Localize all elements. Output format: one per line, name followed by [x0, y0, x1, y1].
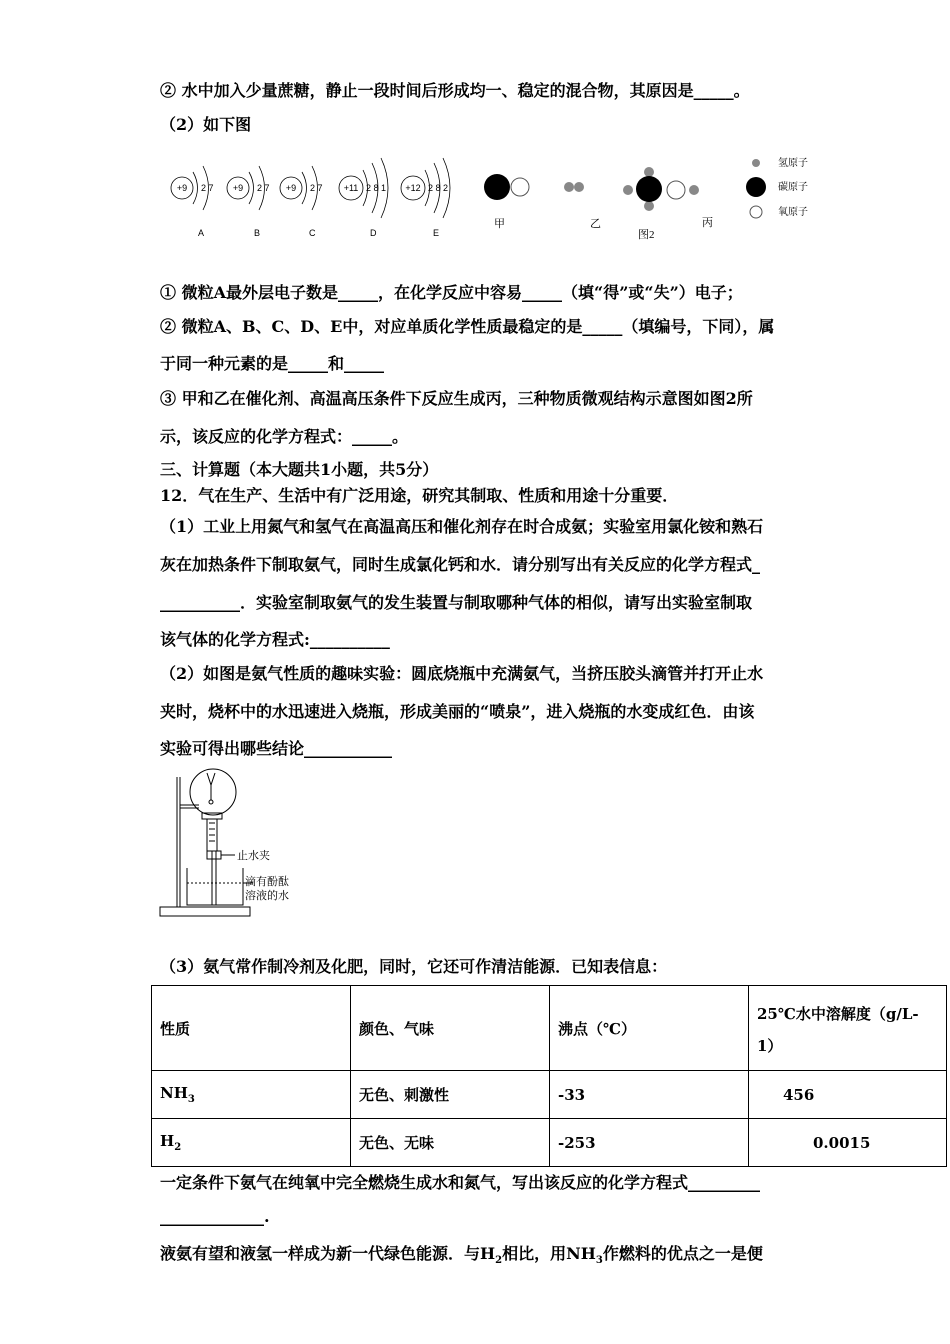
atom-b-shells: 2 7	[257, 183, 270, 193]
formula-h2: H	[160, 1132, 175, 1150]
cell-formula	[152, 1071, 351, 1119]
atom-structure-diagram	[160, 150, 480, 245]
cell-solubility: 0.0015	[749, 1119, 947, 1167]
fuel-text-part3: 作燃料的优点之一是便	[602, 1244, 763, 1263]
properties-table	[151, 985, 947, 1167]
formula-h2-subscript: 2	[174, 1142, 182, 1153]
legend-oxygen: 氧原子	[778, 207, 808, 218]
problem-12-part1-line2: 灰在加热条件下制取氨气，同时生成氯化钙和水．请分别写出有关反应的化学方程式_	[160, 555, 761, 574]
problem-12-part1-line1: （1）工业上用氮气和氢气在高温高压和催化剂存在时合成氨；实验室用氯化铵和熟石	[160, 517, 764, 536]
atom-a-nucleus: +9	[176, 183, 188, 193]
atom-c	[280, 166, 323, 238]
legend-carbon: 碳原子	[778, 182, 808, 193]
molecule-yi-label: 乙	[590, 218, 601, 230]
atom-b-nucleus: +9	[232, 183, 244, 193]
atom-c-nucleus: +9	[285, 183, 297, 193]
atom-e	[401, 158, 450, 238]
fuel-h2-subscript: 2	[495, 1255, 503, 1267]
header-color-odor: 颜色、气味	[351, 986, 550, 1071]
figure-2-label: 图2	[638, 229, 655, 241]
formula-nh3: NH	[160, 1084, 188, 1102]
atom-d	[339, 158, 388, 238]
problem-12-intro: 12．气在生产、生活中有广泛用途，研究其制取、性质和用途十分重要．	[160, 486, 679, 505]
atom-a-label: A	[198, 228, 205, 238]
legend	[746, 156, 808, 218]
table-row	[152, 1071, 947, 1119]
fuel-text-part2: 相比，用NH	[502, 1244, 596, 1263]
cell-formula	[152, 1119, 351, 1167]
molecule-diagram	[480, 150, 820, 245]
question-3-text-line1: ③ 甲和乙在催化剂、高温高压条件下反应生成丙，三种物质微观结构示意图如图2所	[160, 389, 753, 408]
problem-12-part2-line1: （2）如图是氨气性质的趣味实验：圆底烧瓶中充满氨气，当挤压胶头滴管并打开止水	[160, 664, 764, 683]
atom-e-nucleus: +12	[405, 183, 421, 193]
fuel-nh3-subscript: 3	[595, 1255, 603, 1267]
combustion-question-line2: _____________.	[160, 1207, 270, 1226]
molecule-bing-label: 丙	[702, 217, 713, 229]
header-solubility-line1: 25℃水中溶解度（g/L-	[757, 1005, 919, 1023]
cell-boiling-point: -33	[550, 1071, 749, 1119]
cell-solubility: 456	[749, 1071, 947, 1119]
water-label-line1: 滴有酚酞	[245, 875, 289, 888]
atom-b	[227, 166, 270, 238]
header-solubility	[749, 986, 947, 1071]
atom-e-label: E	[433, 228, 440, 238]
problem-12-part3-text: （3）氨气常作制冷剂及化肥，同时，它还可作清洁能源．已知表信息：	[160, 957, 668, 976]
molecule-jia	[484, 174, 529, 200]
molecule-bing	[623, 167, 699, 211]
table-header-row	[152, 986, 947, 1071]
atom-d-shells: 2 8 1	[366, 183, 387, 193]
clamp-label: 止水夹	[237, 849, 270, 862]
problem-12-part1-line3: __________．实验室制取氨气的发生装置与制取哪种气体的相似，请写出实验室制取	[160, 593, 753, 612]
fountain-apparatus-figure	[155, 765, 315, 920]
question-2-text-line2: 于同一种元素的是_____和_____	[160, 354, 385, 373]
molecule-jia-label: 甲	[494, 218, 505, 230]
combustion-question-line1: 一定条件下氨气在纯氧中完全燃烧生成水和氮气，写出该反应的化学方程式_________	[160, 1173, 761, 1192]
fuel-text-part1: 液氨有望和液氢一样成为新一代绿色能源．与H	[160, 1244, 496, 1263]
section-3-heading: 三、计算题（本大题共1小题，共5分）	[160, 460, 439, 479]
question-1-text: ① 微粒A最外层电子数是_____，在化学反应中容易_____（填“得”或“失”）电子；	[160, 283, 743, 302]
atom-b-label: B	[254, 228, 261, 238]
fuel-question-text	[160, 1241, 763, 1266]
header-boiling-point: 沸点（℃）	[550, 986, 749, 1071]
table-row	[152, 1119, 947, 1167]
atom-e-shells: 2 8 2	[428, 183, 449, 193]
problem-12-part2-line2: 夹时，烧杯中的水迅速进入烧瓶，形成美丽的“喷泉”，进入烧瓶的水变成红色．由该	[160, 702, 755, 721]
cell-color: 无色、刺激性	[351, 1071, 550, 1119]
part-2-heading: （2）如下图	[160, 115, 252, 134]
header-solubility-line2: 1）	[757, 1037, 783, 1055]
header-property: 性质	[152, 986, 351, 1071]
atom-a	[171, 166, 214, 238]
problem-12-part1-line4: 该气体的化学方程式:__________	[160, 630, 390, 649]
atom-a-shells: 2 7	[201, 183, 214, 193]
subquestion-2-text: ② 水中加入少量蔗糖，静止一段时间后形成均一、稳定的混合物，其原因是_____。	[160, 81, 750, 100]
cell-boiling-point: -253	[550, 1119, 749, 1167]
molecule-yi	[564, 182, 584, 192]
water-label-line2: 溶液的水	[245, 889, 289, 902]
atom-c-label: C	[309, 228, 316, 238]
question-3-text-line2: 示，该反应的化学方程式：_____。	[160, 427, 409, 446]
cell-color: 无色、无味	[351, 1119, 550, 1167]
atom-c-shells: 2 7	[310, 183, 323, 193]
question-2-text-line1: ② 微粒A、B、C、D、E中，对应单质化学性质最稳定的是_____（填编号，下同），属	[160, 317, 775, 336]
atom-d-nucleus: +11	[343, 183, 359, 193]
formula-nh3-subscript: 3	[187, 1094, 195, 1105]
problem-12-part2-line3: 实验可得出哪些结论___________	[160, 739, 393, 758]
legend-hydrogen: 氢原子	[778, 158, 808, 169]
atom-d-label: D	[370, 228, 377, 238]
